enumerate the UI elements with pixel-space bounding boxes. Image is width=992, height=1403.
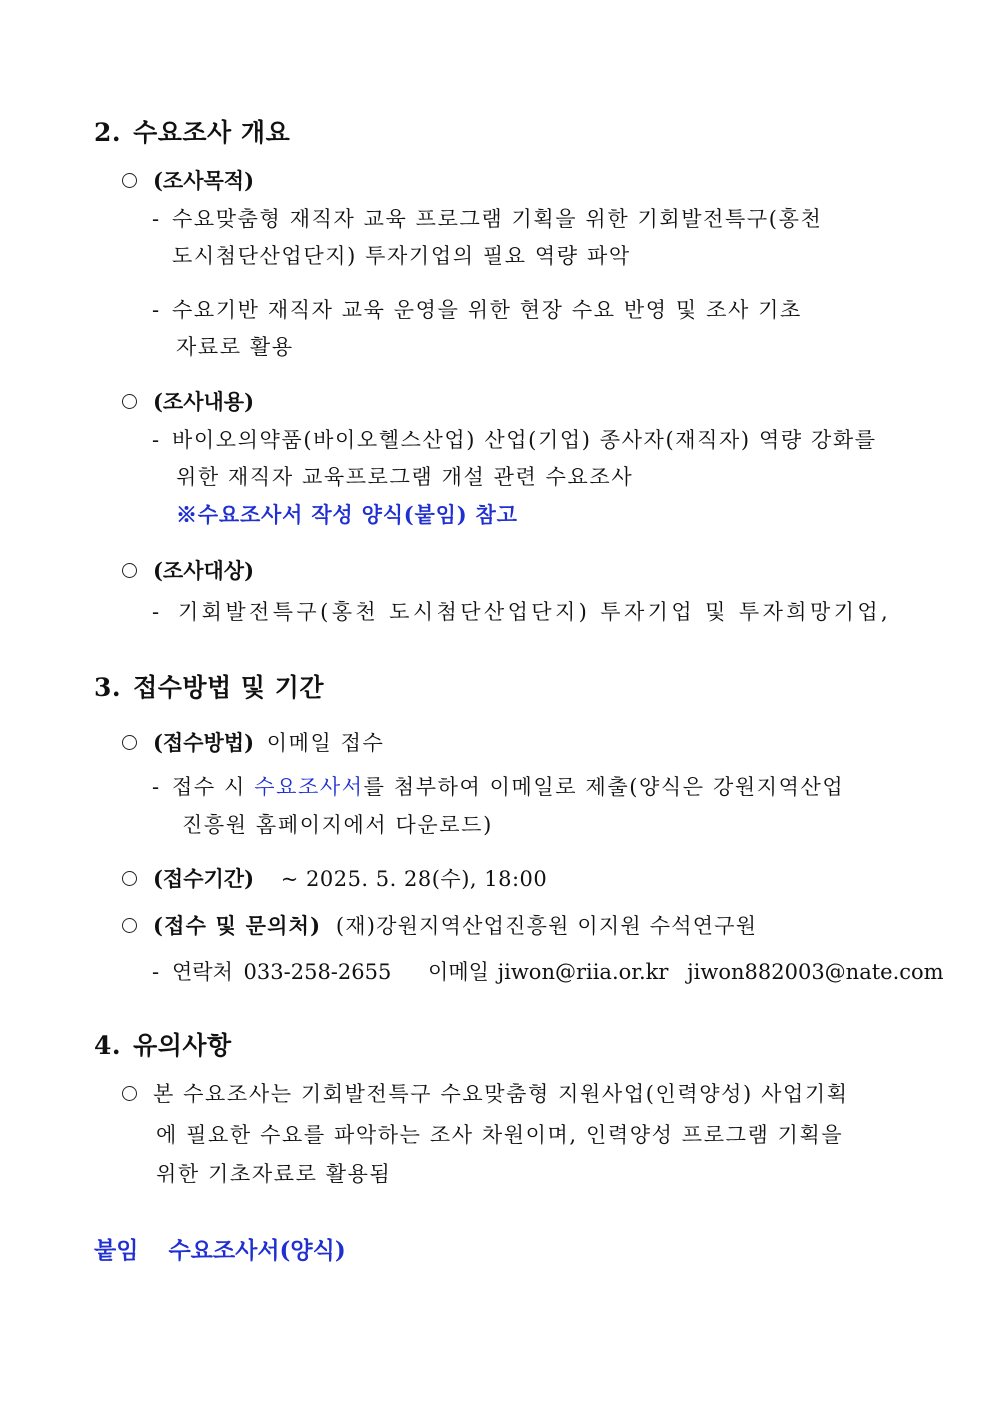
purpose-item-1-line-1: - 수요맞춤형 재직자 교육 프로그램 기획을 위한 기회발전특구(홍천 <box>152 207 823 231</box>
method-value: 이메일 접수 <box>266 731 385 755</box>
contact-label: 연락처 <box>172 960 233 984</box>
content-label: (조사내용) <box>153 389 255 414</box>
notice-line-1: 본 수요조사는 기회발전특구 수요맞춤형 지원사업(인력양성) 사업기획 <box>153 1082 849 1106</box>
content-bullet <box>122 386 254 416</box>
circle-bullet-icon <box>122 173 137 188</box>
method-text-pre: 접수 시 <box>172 775 255 799</box>
target-text: 기회발전특구(홍천 도시첨단산업단지) 투자기업 및 투자희망기업, <box>178 600 892 624</box>
purpose-label: (조사목적) <box>153 168 255 193</box>
content-line-1: - 바이오의약품(바이오헬스산업) 산업(기업) 종사자(재직자) 역량 강화를 <box>152 428 877 452</box>
circle-bullet-icon <box>122 394 137 409</box>
target-line-1: - 기회발전특구(홍천 도시첨단산업단지) 투자기업 및 투자희망기업, <box>152 600 892 624</box>
content-text: 바이오의약품(바이오헬스산업) 산업(기업) 종사자(재직자) 역량 강화를 <box>172 428 877 452</box>
notice-bullet <box>122 1078 849 1108</box>
circle-bullet-icon <box>122 1086 137 1101</box>
method-line-1: - 접수 시 수요조사서를 첨부하여 이메일로 제출(양식은 강원지역산업 <box>152 775 845 799</box>
target-label: (조사대상) <box>153 558 255 583</box>
email-label: 이메일 <box>428 960 489 984</box>
section-number: 2. <box>94 118 122 147</box>
survey-form-link[interactable]: 수요조사서 <box>254 775 364 799</box>
circle-bullet-icon <box>122 735 137 750</box>
period-bullet <box>122 863 547 893</box>
method-label: (접수방법) <box>153 730 255 755</box>
section-3-heading <box>94 668 324 704</box>
inquiry-label: (접수 및 문의처) <box>153 913 322 938</box>
purpose-item-2-line-2: 자료로 활용 <box>176 335 294 359</box>
period-value: ~ 2025. 5. 28(수), 18:00 <box>280 867 548 891</box>
purpose-item-2-text: 수요기반 재직자 교육 운영을 위한 현장 수요 반영 및 조사 기초 <box>172 298 802 322</box>
section-title: 접수방법 및 기간 <box>133 673 325 702</box>
inquiry-bullet <box>122 910 757 940</box>
contact-phone: 033-258-2655 <box>243 960 392 984</box>
method-bullet <box>122 727 384 757</box>
notice-line-2: 에 필요한 수요를 파악하는 조사 차원이며, 인력양성 프로그램 기획을 <box>156 1123 844 1147</box>
method-line-2: 진흥원 홈페이지에서 다운로드) <box>182 813 493 837</box>
purpose-bullet <box>122 165 254 195</box>
period-label: (접수기간) <box>153 866 255 891</box>
attachment-title[interactable]: 수요조사서(양식) <box>168 1237 346 1264</box>
content-line-2: 위한 재직자 교육프로그램 개설 관련 수요조사 <box>176 465 634 489</box>
purpose-item-1-text: 수요맞춤형 재직자 교육 프로그램 기획을 위한 기회발전특구(홍천 <box>172 207 823 231</box>
circle-bullet-icon <box>122 563 137 578</box>
circle-bullet-icon <box>122 918 137 933</box>
target-bullet <box>122 555 254 585</box>
section-2-heading <box>94 113 290 149</box>
contact-line: - 연락처 033-258-2655 이메일 jiwon@riia.or.kr jiwon882003@nate.com <box>152 960 944 984</box>
section-title: 유의사항 <box>133 1031 232 1060</box>
notice-line-3: 위한 기초자료로 활용됨 <box>156 1162 392 1186</box>
inquiry-value: (재)강원지역산업진흥원 이지원 수석연구원 <box>335 914 758 938</box>
purpose-item-2-line-1: - 수요기반 재직자 교육 운영을 위한 현장 수요 반영 및 조사 기초 <box>152 298 802 322</box>
content-note: ※수요조사서 작성 양식(붙임) 참고 <box>176 502 518 527</box>
method-text-post: 를 첨부하여 이메일로 제출(양식은 강원지역산업 <box>363 775 845 799</box>
section-title: 수요조사 개요 <box>133 118 291 147</box>
email-1[interactable]: jiwon@riia.or.kr <box>497 960 669 984</box>
purpose-item-1-line-2: 도시첨단산업단지) 투자기업의 필요 역량 파악 <box>172 244 631 268</box>
email-2[interactable]: jiwon882003@nate.com <box>687 960 944 984</box>
section-number: 3. <box>94 673 122 702</box>
attachment-label: 붙임 <box>94 1237 139 1264</box>
attachment-line <box>94 1232 346 1265</box>
section-number: 4. <box>94 1031 122 1060</box>
section-4-heading <box>94 1026 232 1062</box>
circle-bullet-icon <box>122 871 137 886</box>
